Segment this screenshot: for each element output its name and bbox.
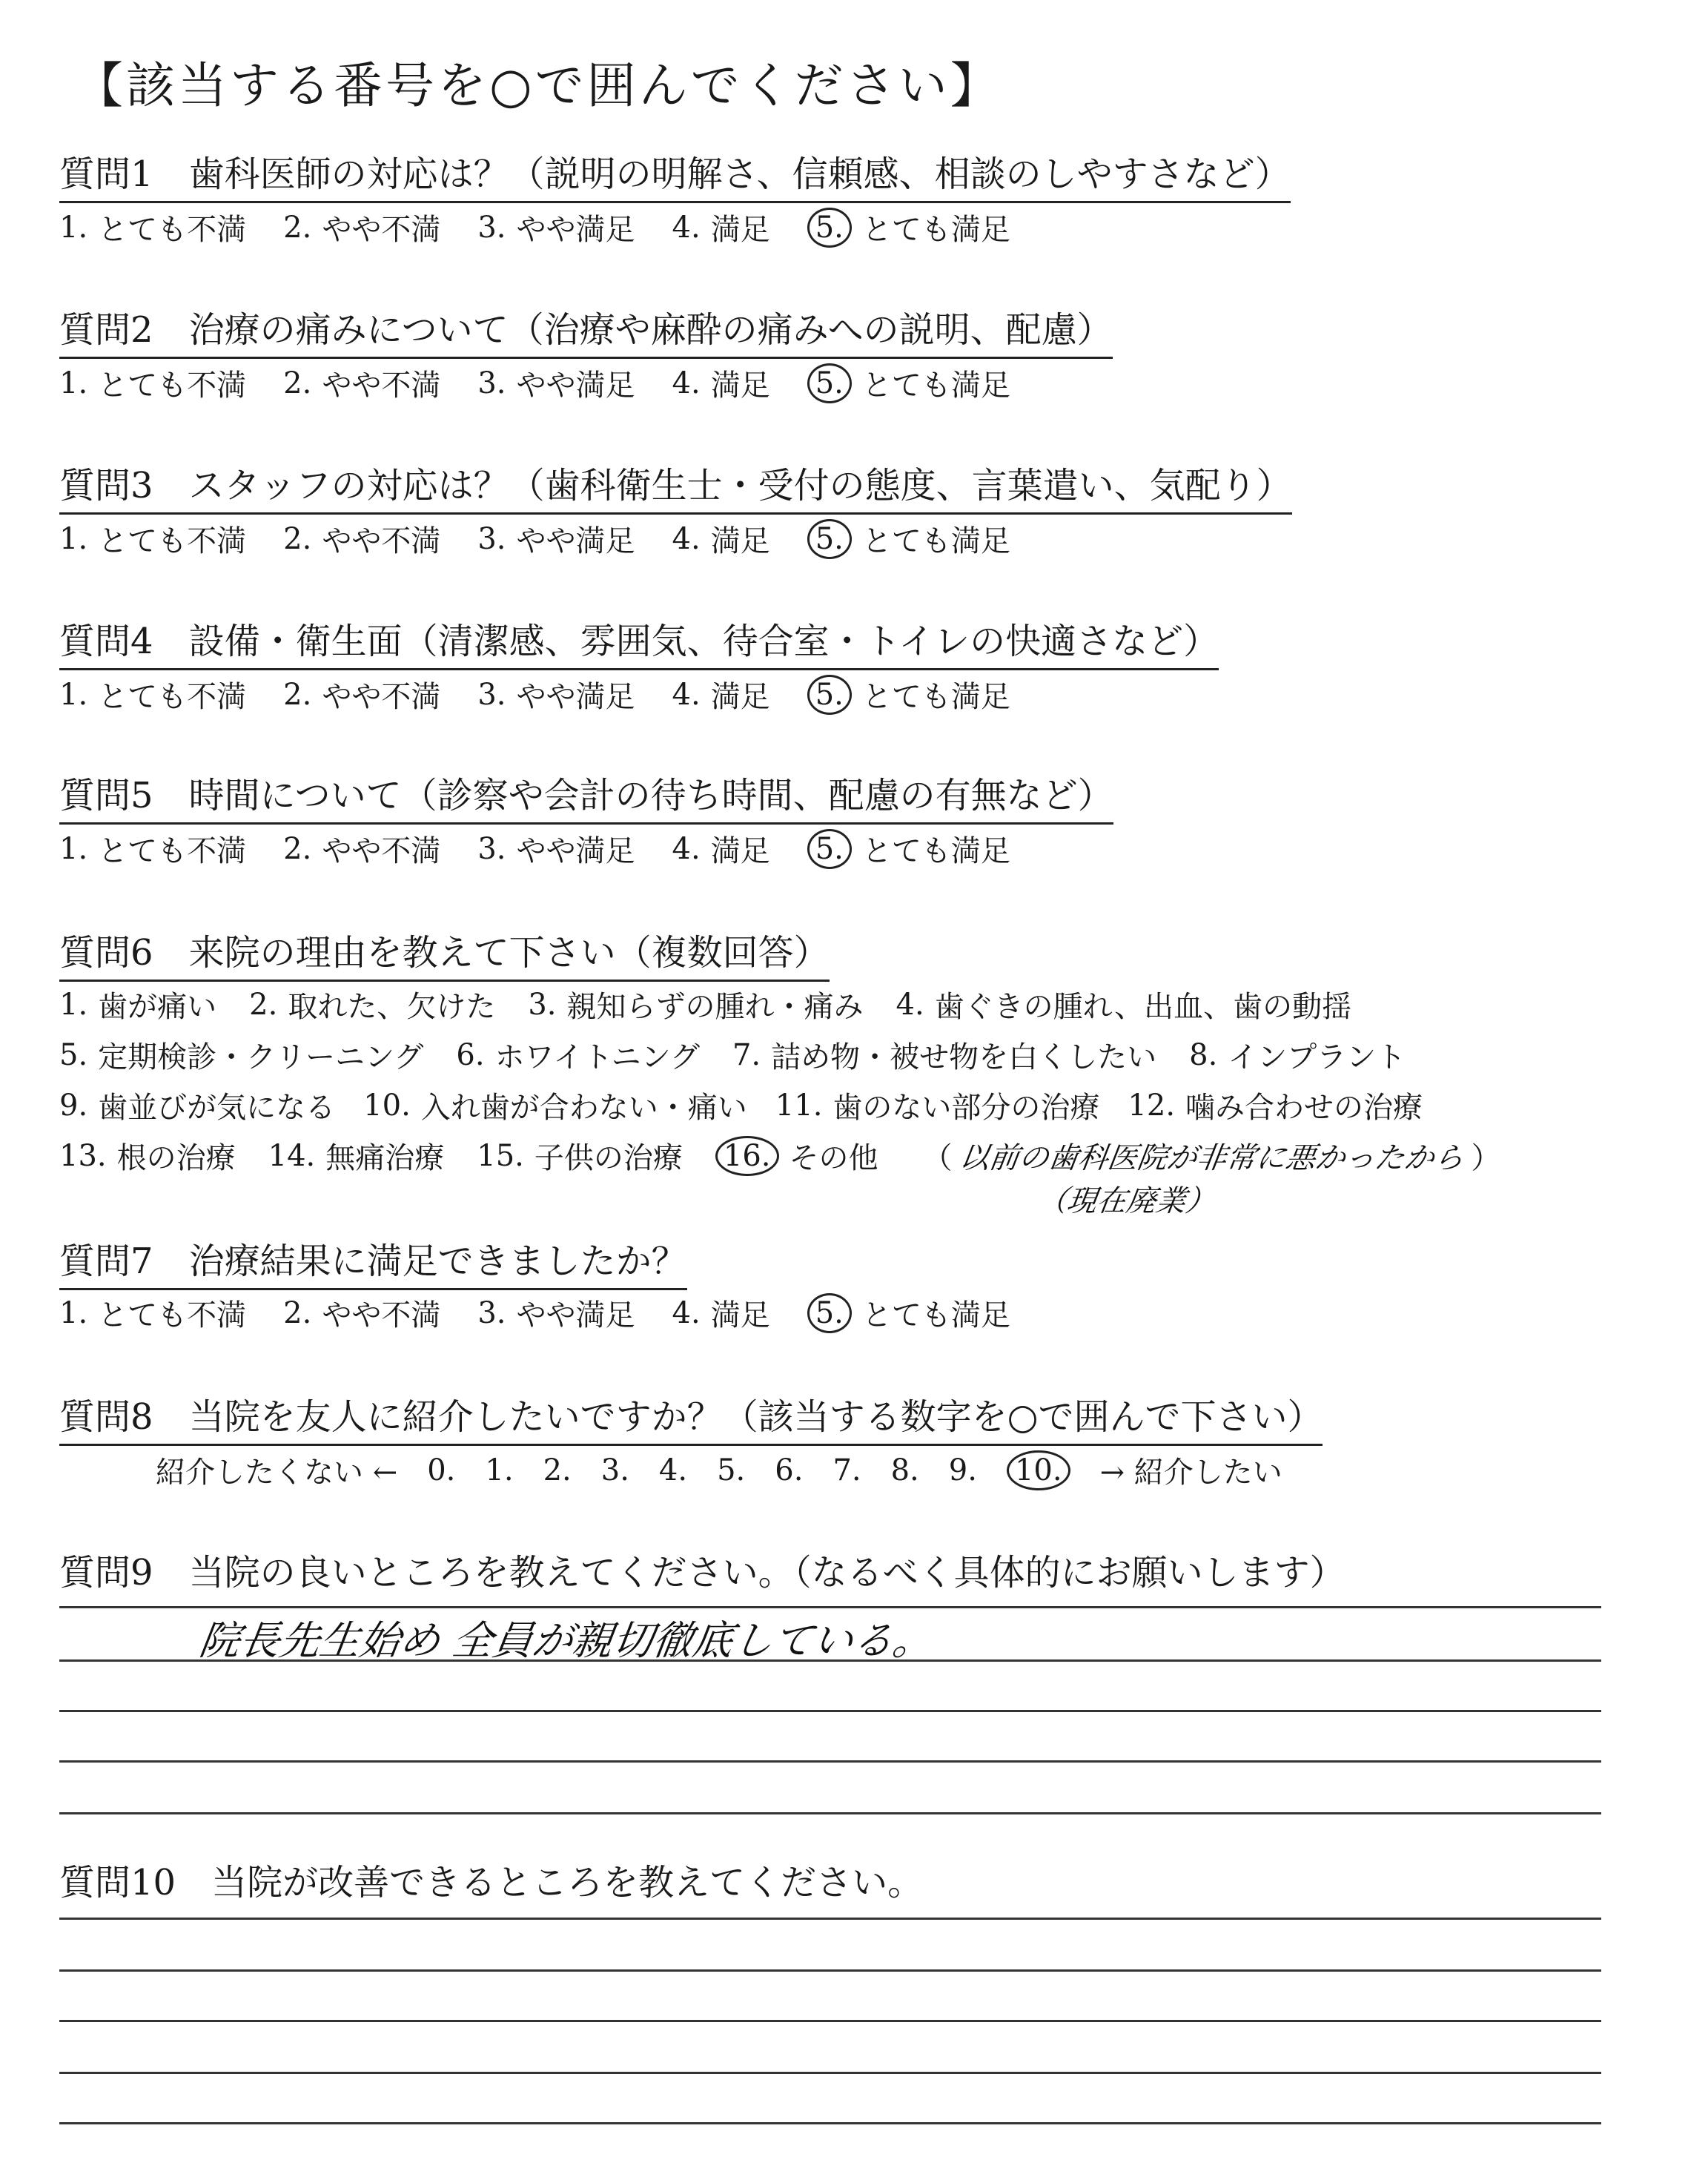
q9-answer: 院長先生始め 全員が親切徹底している。 (196, 1617, 937, 1664)
q10-answer-line (59, 1918, 1601, 1920)
option-label: やや満足 (516, 680, 635, 714)
reason-7 (732, 1034, 1156, 1076)
option-1 (59, 1292, 246, 1334)
option-5 (807, 518, 1010, 560)
reason-label: 根の治療 (116, 1141, 236, 1175)
scale-number: 3. (600, 1453, 629, 1487)
option-label: とても不満 (98, 680, 247, 714)
option-number: 1. (59, 521, 88, 556)
reason-number: 5. (59, 1037, 88, 1072)
scale-number: 9. (948, 1453, 977, 1487)
option-4 (672, 362, 770, 404)
option-5 (807, 362, 1010, 404)
option-label: 満足 (710, 680, 770, 714)
reason-4 (896, 983, 1352, 1025)
option-3 (477, 518, 635, 560)
option-5 (807, 206, 1010, 248)
scale-number: 6. (775, 1453, 804, 1487)
q6-reasons-row-1 (59, 983, 1384, 1025)
q6-other-note: 以前の歯科医院が非常に悪かったから (956, 1141, 1466, 1175)
option-number: 1. (59, 366, 88, 400)
reason-label: 無痛治療 (325, 1141, 445, 1175)
option-label: やや不満 (322, 213, 441, 247)
option-label: とても不満 (98, 213, 247, 247)
option-label: やや満足 (516, 834, 635, 868)
reason-number: 8. (1189, 1037, 1218, 1072)
q10-answer-line (59, 2020, 1601, 2022)
q2-label: 質問2 (59, 309, 153, 351)
q5-options (59, 828, 1047, 870)
option-number: 2. (283, 521, 312, 556)
option-number: 3. (477, 521, 506, 556)
reason-14 (268, 1135, 445, 1177)
reason-15 (477, 1135, 683, 1177)
scale-number: 8. (890, 1453, 919, 1487)
q6-reasons-row-2 (59, 1034, 1438, 1076)
option-number: 3. (477, 210, 506, 245)
reason-1 (59, 983, 216, 1025)
reason-number: 10. (363, 1088, 411, 1123)
option-label: とても満足 (861, 680, 1010, 714)
option-3 (477, 1292, 635, 1334)
q10-label: 質問10 (59, 1862, 176, 1903)
reason-2 (249, 983, 495, 1025)
q10-text: 当院が改善できるところを教えてください。 (211, 1862, 924, 1903)
q5-label: 質問5 (59, 775, 153, 816)
reason-number: 3. (528, 987, 557, 1022)
reason-number: 9. (59, 1088, 88, 1123)
option-label: とても不満 (98, 1298, 247, 1332)
q9-text: 当院の良いところを教えてください。（なるべく具体的にお願いします） (188, 1552, 1345, 1593)
reason-5 (59, 1034, 423, 1076)
option-4 (672, 828, 770, 870)
q8-heading (59, 1388, 1323, 1446)
option-label: 満足 (710, 369, 770, 403)
q9-answer-line (59, 1760, 1601, 1763)
option-number: 3. (477, 677, 506, 712)
selected-number: 10. (1007, 1450, 1070, 1490)
option-5 (807, 1292, 1010, 1334)
option-3 (477, 673, 635, 716)
option-4 (672, 206, 770, 248)
option-label: とても不満 (98, 369, 247, 403)
option-label: 満足 (710, 1298, 770, 1332)
q8-scale (156, 1449, 1282, 1491)
q9-answer-line (59, 1710, 1601, 1712)
reason-label: 子供の治療 (534, 1141, 683, 1175)
q9-heading (59, 1544, 1345, 1599)
option-number: 2. (283, 1295, 312, 1330)
option-3 (477, 362, 635, 404)
q2-options (59, 362, 1047, 404)
reason-number: 14. (268, 1138, 316, 1173)
reason-label: 歯並びが気になる (98, 1091, 336, 1125)
option-3 (477, 206, 635, 248)
option-label: とても不満 (98, 834, 247, 868)
option-label: とても満足 (861, 834, 1010, 868)
selected-number: 5. (807, 675, 852, 715)
option-label: やや満足 (516, 524, 635, 558)
q1-label: 質問1 (59, 153, 153, 195)
reason-11 (775, 1084, 1100, 1126)
option-number: 4. (672, 521, 701, 556)
reason-label: ホワイトニング (494, 1040, 700, 1074)
option-number: 1. (59, 1295, 88, 1330)
q4-label: 質問4 (59, 621, 153, 662)
q4-heading (59, 612, 1219, 670)
option-label: やや満足 (516, 213, 635, 247)
option-number: 2. (283, 677, 312, 712)
option-label: 満足 (710, 834, 770, 868)
reason-label: 詰め物・被せ物を白くしたい (771, 1040, 1157, 1074)
q1-heading (59, 145, 1291, 203)
option-number: 4. (672, 1295, 701, 1330)
option-label: やや満足 (516, 1298, 635, 1332)
option-number: 4. (672, 366, 701, 400)
q9-answer-line (59, 1659, 1601, 1662)
option-2 (283, 362, 440, 404)
selected-number: 16. (715, 1136, 779, 1176)
q1-options (59, 206, 1047, 248)
option-label: とても満足 (861, 213, 1010, 247)
q5-heading (59, 767, 1113, 825)
scale-number: 4. (658, 1453, 688, 1487)
q1-text: 歯科医師の対応は？（説明の明解さ、信頼感、相談のしやすさなど） (188, 153, 1291, 195)
option-label: やや不満 (322, 524, 441, 558)
option-2 (283, 518, 440, 560)
option-5 (807, 673, 1010, 716)
option-1 (59, 362, 246, 404)
reason-label: 取れた、欠けた (288, 990, 496, 1024)
option-label: やや不満 (322, 834, 441, 868)
option-2 (283, 1292, 440, 1334)
option-4 (672, 518, 770, 560)
option-2 (283, 828, 440, 870)
q2-heading (59, 301, 1113, 359)
reason-label: 噛み合わせの治療 (1185, 1091, 1423, 1125)
reason-number: 11. (775, 1088, 823, 1123)
option-1 (59, 518, 246, 560)
option-4 (672, 1292, 770, 1334)
option-label: とても満足 (861, 1298, 1010, 1332)
option-label: やや満足 (516, 369, 635, 403)
option-label: 満足 (710, 213, 770, 247)
option-number: 4. (672, 210, 701, 245)
q10-answer-line (59, 1969, 1601, 1972)
reason-number: 7. (732, 1037, 761, 1072)
reason-label: 定期検診・クリーニング (98, 1040, 424, 1074)
option-3 (477, 828, 635, 870)
q9-answer-line (59, 1812, 1601, 1814)
reason-9 (59, 1084, 335, 1126)
reason-label: 入れ歯が合わない・痛い (420, 1091, 747, 1125)
q3-options (59, 518, 1047, 560)
q3-label: 質問3 (59, 465, 153, 506)
reason-number: 1. (59, 987, 88, 1022)
selected-number: 5. (807, 1293, 852, 1333)
reason-number: 12. (1128, 1088, 1176, 1123)
reason-6 (456, 1034, 700, 1076)
reason-number: 13. (59, 1138, 107, 1173)
selected-number: 5. (807, 208, 852, 248)
reason-13 (59, 1135, 236, 1177)
option-label: やや不満 (322, 1298, 441, 1332)
option-number: 3. (477, 831, 506, 866)
q8-label: 質問8 (59, 1396, 153, 1438)
page-title: 【該当する番号を○で囲んでください】 (74, 57, 1002, 114)
scale-number: 1. (485, 1453, 514, 1487)
reason-number: 15. (477, 1138, 524, 1173)
option-5 (807, 828, 1010, 870)
option-1 (59, 206, 246, 248)
scale-number: 0. (427, 1453, 456, 1487)
q2-text: 治療の痛みについて（治療や麻酔の痛みへの説明、配慮） (188, 309, 1113, 351)
q4-options (59, 673, 1047, 716)
option-label: とても不満 (98, 524, 247, 558)
q7-options (59, 1292, 1047, 1334)
scale-number: 2. (543, 1453, 572, 1487)
option-number: 4. (672, 677, 701, 712)
q10-answer-line (59, 2122, 1601, 2124)
reason-label: 親知らずの腫れ・痛み (566, 990, 864, 1024)
q10-answer-line (59, 2072, 1601, 2074)
reason-number: 4. (896, 987, 924, 1022)
reason-10 (363, 1084, 747, 1126)
option-number: 3. (477, 1295, 506, 1330)
reason-label: 歯のない部分の治療 (833, 1091, 1100, 1125)
option-label: とても満足 (861, 524, 1010, 558)
scale-number: 5. (717, 1453, 746, 1487)
q7-text: 治療結果に満足できましたか？ (188, 1241, 687, 1282)
option-number: 2. (283, 831, 312, 866)
reason-12 (1128, 1084, 1423, 1126)
q7-heading (59, 1232, 687, 1290)
q5-text: 時間について（診察や会計の待ち時間、配慮の有無など） (188, 775, 1113, 816)
q4-text: 設備・衛生面（清潔感、雰囲気、待合室・トイレの快適さなど） (188, 621, 1219, 662)
q6-reasons-row-4 (59, 1135, 1501, 1177)
option-number: 2. (283, 366, 312, 400)
selected-number: 5. (807, 363, 852, 403)
reason-label: 歯ぐきの腫れ、出血、歯の動揺 (934, 990, 1352, 1024)
q8-text: 当院を友人に紹介したいですか？（該当する数字を○で囲んで下さい） (188, 1396, 1323, 1438)
q8-left-label: 紹介したくない ← (156, 1456, 398, 1490)
q6-text: 来院の理由を教えて下さい（複数回答） (188, 932, 830, 974)
reason-number: 2. (249, 987, 278, 1022)
scale-number: 7. (833, 1453, 861, 1487)
q6-label: 質問6 (59, 932, 153, 974)
reason-label: インプラント (1228, 1040, 1406, 1074)
other-open-paren: （ (922, 1141, 953, 1175)
option-number: 4. (672, 831, 701, 866)
option-2 (283, 673, 440, 716)
option-2 (283, 206, 440, 248)
option-number: 2. (283, 210, 312, 245)
option-label: やや不満 (322, 369, 441, 403)
q10-heading (59, 1854, 923, 1909)
reason-8 (1189, 1034, 1406, 1076)
q6-heading (59, 924, 830, 982)
option-label: とても満足 (861, 369, 1010, 403)
reason-3 (528, 983, 863, 1025)
option-number: 3. (477, 366, 506, 400)
option-4 (672, 673, 770, 716)
option-label: 満足 (710, 524, 770, 558)
q9-answer-line (59, 1606, 1601, 1608)
other-close-paren: ） (1471, 1141, 1501, 1175)
option-number: 1. (59, 677, 88, 712)
q8-right-label: → 紹介したい (1099, 1456, 1282, 1490)
option-1 (59, 673, 246, 716)
q3-heading (59, 457, 1292, 515)
q6-other-note-line2: （現在廃業） (1035, 1184, 1218, 1218)
option-1 (59, 828, 246, 870)
reason-number: 6. (456, 1037, 485, 1072)
q9-label: 質問9 (59, 1552, 153, 1593)
option-number: 1. (59, 210, 88, 245)
selected-number: 5. (807, 829, 852, 869)
q3-text: スタッフの対応は？（歯科衛生士・受付の態度、言葉遣い、気配り） (188, 465, 1292, 506)
option-label: やや不満 (322, 680, 441, 714)
reason-16 (715, 1135, 878, 1177)
selected-number: 5. (807, 519, 852, 559)
reason-label: その他 (789, 1141, 878, 1175)
option-number: 1. (59, 831, 88, 866)
q7-label: 質問7 (59, 1241, 153, 1282)
reason-label: 歯が痛い (98, 990, 217, 1024)
q6-reasons-row-3 (59, 1084, 1451, 1126)
